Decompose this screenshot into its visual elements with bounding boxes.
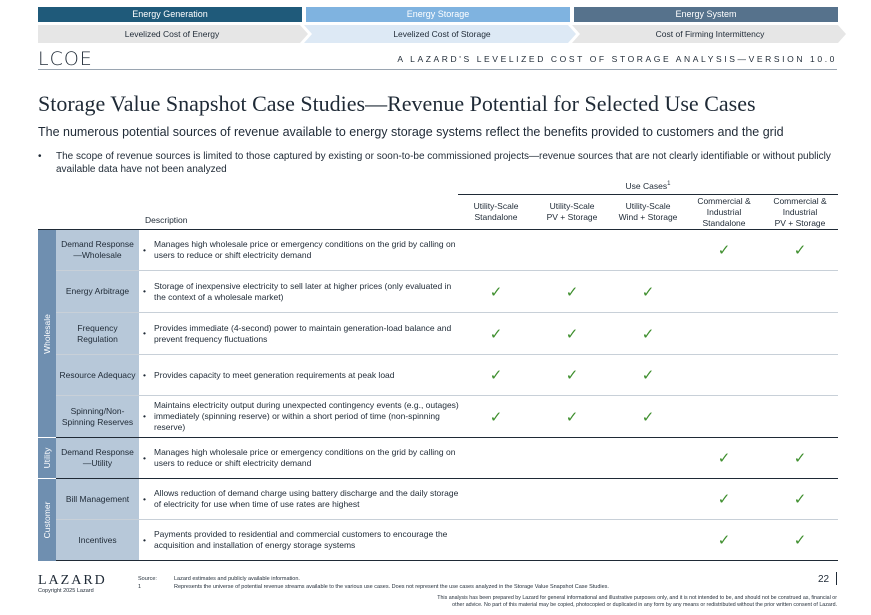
column-header-1: Utility-Scale Standalone bbox=[473, 201, 519, 222]
description-text: Maintains electricity output during unexpected contingency events (e.g., outages) immediately (spinning reserve) or within a short period of time (non-spinning reserve) bbox=[154, 400, 459, 432]
revenue-source-name: Spinning/Non-Spinning Reserves bbox=[56, 396, 139, 437]
use-cases-header bbox=[458, 181, 838, 191]
header-divider bbox=[38, 69, 837, 70]
bullet-dot: • bbox=[143, 493, 146, 504]
revenue-source-name: Bill Management bbox=[56, 479, 139, 519]
bullet-dot: • bbox=[143, 452, 146, 463]
revenue-source-name: Energy Arbitrage bbox=[56, 271, 139, 312]
footnote-text: Represents the universe of potential revenue streams available to the various use cases. Does not represent the use cases analyzed in the Storage Value Snapshot Case Studies. bbox=[174, 584, 609, 590]
bullet-dot: • bbox=[143, 411, 146, 421]
scope-note bbox=[38, 150, 838, 176]
scope-note-text: The scope of revenue sources is limited to those captured by existing or soon-to-be commissioned projects—revenue sources that are not clearly identifiable or without publicly available data have not been analyzed bbox=[56, 151, 831, 175]
check-icon: ✓ bbox=[793, 490, 807, 508]
check-icon: ✓ bbox=[717, 449, 731, 467]
column-header-4: Commercial & Industrial Standalone bbox=[697, 196, 751, 228]
table-row bbox=[56, 355, 838, 396]
tab-energy-system[interactable]: Energy System bbox=[574, 7, 838, 22]
lazard-logo: LAZARD bbox=[38, 573, 107, 588]
check-icon: ✓ bbox=[489, 407, 503, 426]
page-number-bar bbox=[836, 572, 837, 585]
tab-energy-storage[interactable]: Energy Storage bbox=[306, 7, 570, 22]
revenue-source-description bbox=[143, 313, 463, 354]
bullet-dot: • bbox=[143, 244, 146, 255]
check-icon: ✓ bbox=[793, 531, 807, 549]
report-tagline: A LAZARD'S LEVELIZED COST OF STORAGE ANALYSIS—VERSION 10.0 bbox=[397, 54, 837, 64]
check-icon: ✓ bbox=[717, 241, 731, 259]
revenue-source-description bbox=[143, 520, 463, 560]
source-text: Lazard estimates and publicly available information. bbox=[174, 576, 300, 582]
check-icon: ✓ bbox=[717, 490, 731, 508]
subtab-lcos[interactable]: Levelized Cost of Storage bbox=[393, 29, 491, 39]
description-text: Manages high wholesale price or emergency conditions on the grid by calling on users to reduce or shift electricity demand bbox=[154, 447, 456, 468]
subtab-firming[interactable]: Cost of Firming Intermittency bbox=[655, 29, 765, 39]
bullet-dot: • bbox=[143, 369, 146, 380]
revenue-source-name: Demand Response—Utility bbox=[56, 438, 139, 478]
disclaimer-line-2: other advice. No part of this material may be copied, photocopied or duplicated in any form by any means or redistributed without the prior written consent of Lazard. bbox=[452, 602, 837, 608]
group-label-utility: Utility bbox=[42, 447, 52, 469]
use-cases-label: Use Cases bbox=[625, 181, 668, 191]
column-header-3: Utility-Scale Wind + Storage bbox=[618, 201, 678, 222]
check-icon: ✓ bbox=[489, 282, 503, 301]
use-cases-footnote-ref: 1 bbox=[667, 181, 671, 188]
revenue-source-name: Resource Adequacy bbox=[56, 355, 139, 395]
page-number: 22 bbox=[818, 574, 830, 585]
revenue-source-description bbox=[143, 479, 463, 519]
check-icon: ✓ bbox=[641, 282, 655, 301]
table-row bbox=[56, 271, 838, 313]
footnote-number: 1 bbox=[138, 584, 142, 590]
bullet-dot: • bbox=[143, 286, 146, 296]
group-wholesale bbox=[38, 230, 56, 437]
check-icon: ✓ bbox=[565, 407, 579, 426]
revenue-source-name: Incentives bbox=[56, 520, 139, 560]
lcoe-logo: LCOE bbox=[38, 48, 93, 70]
description-text: Payments provided to residential and commercial customers to encourage the acquisition and installation of energy storage systems bbox=[154, 529, 448, 550]
use-cases-rule bbox=[458, 194, 838, 195]
copyright: Copyright 2025 Lazard bbox=[38, 588, 94, 594]
check-icon: ✓ bbox=[717, 531, 731, 549]
revenue-source-name: Frequency Regulation bbox=[56, 313, 139, 354]
check-icon: ✓ bbox=[489, 366, 503, 384]
revenue-source-name: Demand Response—Wholesale bbox=[56, 230, 139, 270]
table-row bbox=[56, 313, 838, 355]
group-customer bbox=[38, 479, 56, 561]
description-header: Description bbox=[145, 215, 188, 225]
page-subtitle: The numerous potential sources of revenue available to energy storage systems reflect the benefits provided to customers and the grid bbox=[38, 125, 784, 139]
table-row bbox=[56, 396, 838, 438]
subtab-lcoe[interactable]: Levelized Cost of Energy bbox=[124, 29, 220, 39]
check-icon: ✓ bbox=[565, 366, 579, 384]
table-row bbox=[56, 479, 838, 520]
table-row bbox=[56, 438, 838, 479]
source-label: Source: bbox=[138, 576, 157, 582]
table-row bbox=[56, 520, 838, 561]
description-text: Manages high wholesale price or emergency conditions on the grid by calling on users to reduce or shift electricity demand bbox=[154, 239, 456, 260]
check-icon: ✓ bbox=[793, 449, 807, 467]
description-text: Provides immediate (4-second) power to maintain generation-load balance and prevent frequency fluctuations bbox=[154, 322, 452, 344]
group-utility bbox=[38, 438, 56, 478]
revenue-source-description bbox=[143, 271, 463, 312]
check-icon: ✓ bbox=[641, 324, 655, 343]
bullet-dot: • bbox=[38, 151, 42, 162]
revenue-source-description bbox=[143, 355, 463, 395]
column-header-5: Commercial & Industrial PV + Storage bbox=[773, 196, 827, 228]
check-icon: ✓ bbox=[565, 324, 579, 343]
bullet-dot: • bbox=[143, 534, 146, 545]
revenue-source-description bbox=[143, 438, 463, 478]
page-title: Storage Value Snapshot Case Studies—Revenue Potential for Selected Use Cases bbox=[38, 91, 756, 116]
column-header-2: Utility-Scale PV + Storage bbox=[546, 201, 598, 222]
section-nav bbox=[38, 7, 838, 22]
check-icon: ✓ bbox=[565, 282, 579, 301]
description-text: Allows reduction of demand charge using battery discharge and the daily storage of electricity for use when time of use rates are highest bbox=[154, 488, 459, 509]
revenue-source-description bbox=[143, 230, 463, 270]
tab-energy-generation[interactable]: Energy Generation bbox=[38, 7, 302, 22]
bullet-dot: • bbox=[143, 328, 146, 338]
description-text: Storage of inexpensive electricity to sell later at higher prices (only evaluated in the context of a wholesale market) bbox=[154, 280, 452, 302]
check-icon: ✓ bbox=[489, 324, 503, 343]
group-label-wholesale: Wholesale bbox=[42, 313, 52, 354]
revenue-source-description bbox=[143, 396, 463, 437]
group-label-customer: Customer bbox=[42, 501, 52, 539]
check-icon: ✓ bbox=[793, 241, 807, 259]
check-icon: ✓ bbox=[641, 407, 655, 426]
table-row bbox=[56, 230, 838, 271]
subsection-nav bbox=[38, 25, 846, 43]
check-icon: ✓ bbox=[641, 366, 655, 384]
description-text: Provides capacity to meet generation requirements at peak load bbox=[154, 369, 395, 380]
disclaimer-line-1: This analysis has been prepared by Lazard for general informational and illustrative purposes only, and it is not intended to be, and should not be construed as, financial or bbox=[437, 595, 837, 601]
